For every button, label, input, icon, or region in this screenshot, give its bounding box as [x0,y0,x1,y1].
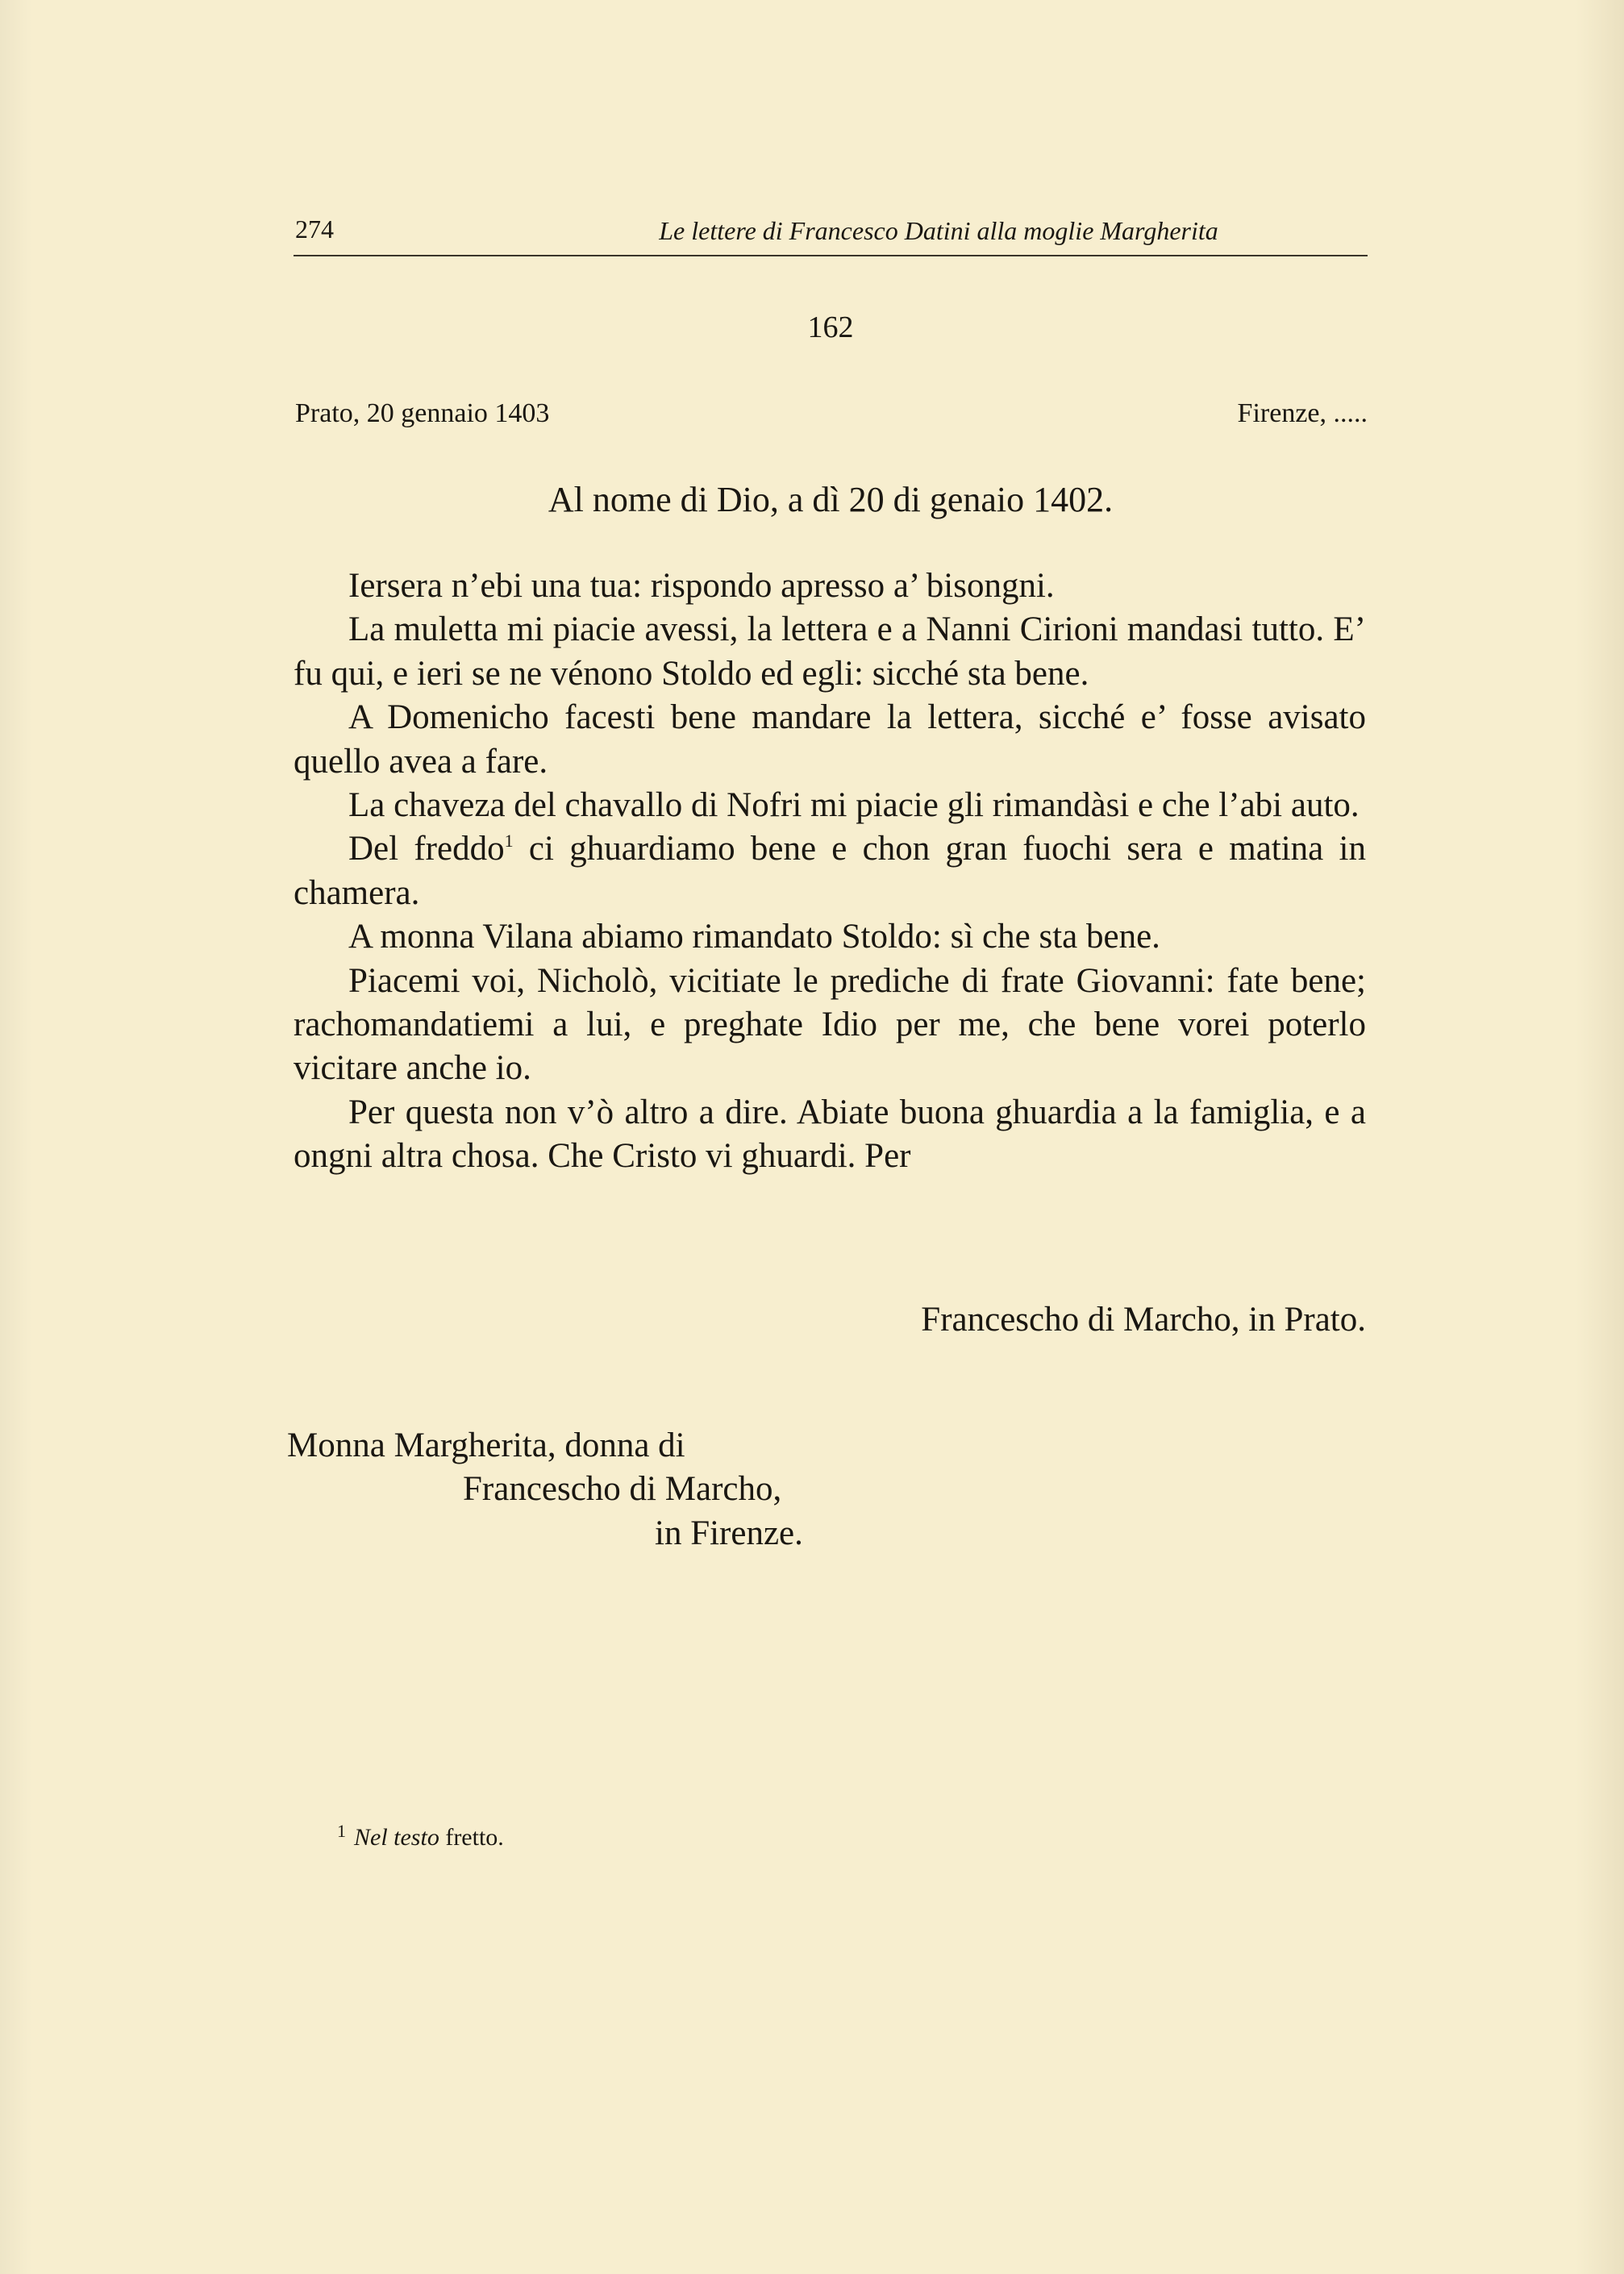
letter-body [294,564,1366,1179]
letter-opening: Al nome di Dio, a dì 20 di genaio 1402. [548,480,1114,519]
footnote [337,1821,504,1851]
paragraph-text: Del freddo [348,830,505,868]
footnote-label: Nel testo [354,1824,439,1851]
paragraph: A Domenicho facesti bene mandare la lettera, sicché e’ fosse avisato quello avea a fare. [294,698,1366,781]
paragraph: Piacemi voi, Nicholò, vicitiate le prediche di frate Giovanni: fate bene; rachomandatiemi a lui, e preghate Idio per me, che bene vorei poterlo vicitare anche io. [294,961,1366,1088]
address-line: in Firenze. [655,1514,803,1552]
paragraph [294,827,1366,915]
letter-number: 162 [807,310,854,344]
paragraph-text: ci ghuardiamo bene e chon gran fuochi sera e matina in chamera. [294,830,1366,912]
paragraph: A monna Vilana abiamo rimandato Stoldo: sì che sta bene. [348,918,1160,956]
address-line: Monna Margherita, donna di [287,1426,685,1464]
paragraph: La chaveza del chavallo di Nofri mi piacie gli rimandàsi e che l’abi auto. [348,786,1360,825]
address-line: Francescho di Marcho, [463,1470,782,1509]
footnote-text: fretto. [445,1824,504,1851]
recipient-place: Firenze, ..... [1237,398,1368,428]
footnote-marker: 1 [337,1821,346,1841]
signature: Francescho di Marcho, in Prato. [921,1301,1366,1339]
page-number: 274 [295,214,334,244]
paragraph: Iersera n’ebi una tua: rispondo apresso a’ bisongni. [348,567,1055,605]
sender-place-date: Prato, 20 gennaio 1403 [295,398,550,428]
page-header [294,211,1368,256]
paragraph: La muletta mi piacie avessi, la lettera e a Nanni Cirioni mandasi tutto. E’ fu qui, e ieri se ne vénono Stoldo ed egli: sicché sta bene. [294,610,1366,693]
running-title: Le lettere di Francesco Datini alla moglie Margherita [659,216,1218,245]
address-block [287,1424,1093,1556]
footnote-reference: 1 [504,831,514,852]
paragraph: Per questa non v’ò altro a dire. Abiate buona ghuardia a la famiglia, e a ongni altra chosa. Che Cristo vi ghuardi. Per [294,1093,1366,1176]
